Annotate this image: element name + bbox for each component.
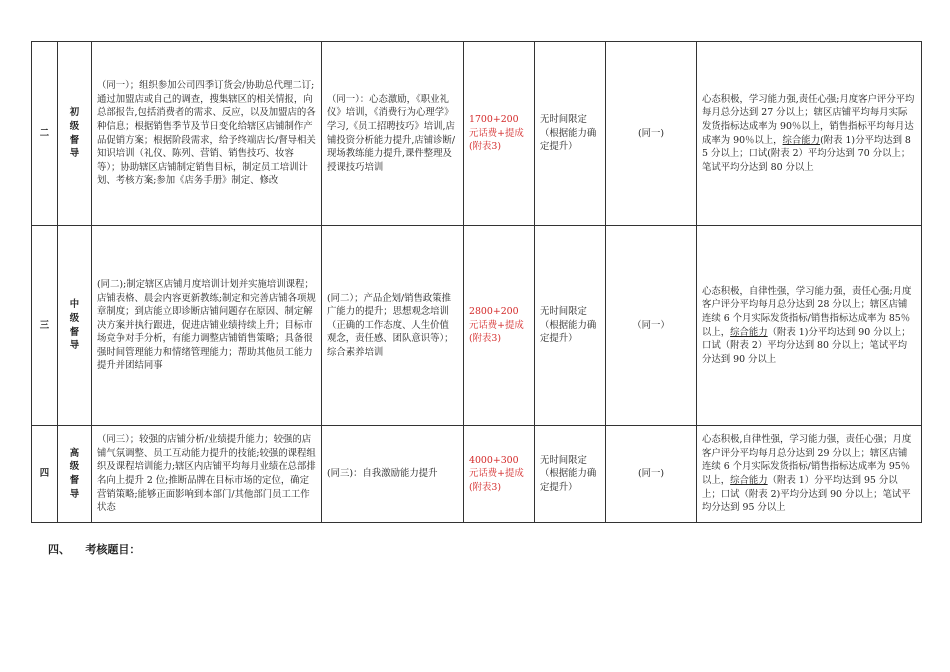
other-cell: (同一) bbox=[606, 426, 697, 523]
ability-link: 综合能力 bbox=[782, 134, 821, 146]
ability-link: 综合能力 bbox=[730, 475, 768, 486]
table-row bbox=[32, 226, 922, 426]
period-cell: 无时间限定（根据能力确定提升） bbox=[535, 42, 606, 226]
period-cell: 无时间限定（根据能力确定提升） bbox=[535, 426, 606, 523]
pay-cell: 1700+200 元话费+提成(附表3) bbox=[464, 42, 535, 226]
pay-cell: 4000+300 元话费+提成(附表3) bbox=[464, 426, 535, 523]
level-title: 初 级 督 导 bbox=[58, 42, 92, 226]
training-cell: （同一）：心态激励，《职业礼仪》培训，《消费行为心理学》学习,《员工招聘技巧》培训,店铺投资分析能力提升,店铺诊断/现场教练能力提升,课件整理及授课技巧培训 bbox=[322, 42, 464, 226]
duties-cell: （同三）；较强的店铺分析/业绩提升能力；较强的店铺气氛调整、员工互动能力提升的技能;较强的课程组织及课程培训能力;辖区内店铺平均每月业绩在总部排名向上提升 2 位;推断品牌在目标市场的定位，确定营销策略;能够正面影响到本部门/其他部门员工工作状态 bbox=[92, 426, 322, 523]
other-cell: （同一） bbox=[606, 226, 697, 426]
table-row bbox=[32, 42, 922, 226]
ability-link: 综合能力 bbox=[730, 326, 768, 338]
duties-cell: (同二);制定辖区店铺月度培训计划并实施培训课程；店铺表格、晨会内容更新教练;制定和完善店铺各项规章制度；到店能立即诊断店铺问题存在原因、制定解决方案并执行跟进，促进店铺业绩持续上升；目标市场竞争对手分析，有能力调整店铺销售策略；具备很强时间管理能力和情绪管理能力；帮助其他员工能力提升并团结同事 bbox=[92, 226, 322, 426]
supervisor-level-table bbox=[31, 41, 922, 523]
pay-cell: 2800+200 元话费+提成(附表3) bbox=[464, 226, 535, 426]
period-cell: 无时间限定（根据能力确定提升） bbox=[535, 226, 606, 426]
section-title: 考核题目： bbox=[85, 543, 141, 556]
duties-cell: （同一）；组织参加公司四季订货会/协助总代理二订;通过加盟店或自己的调查，搜集辖区的相关情报，向总部报告,包括消费者的需求、反应，以及加盟店的各种信息；根据销售季节及节日变化给辖区店铺制作产品促销方案；根据阶段需求，给予终端店长/督导相关知识培训（礼仪、陈列、营销、销售技巧、妆容等）；协助辖区店铺制定销售目标，制定员工培训计划、考核方案;参加《店务手册》制定、修改 bbox=[92, 42, 322, 226]
row-number: 四 bbox=[32, 426, 58, 523]
level-title: 高 级 督 导 bbox=[58, 426, 92, 523]
training-cell: (同三)：自我激励能力提升 bbox=[322, 426, 464, 523]
other-cell: (同一) bbox=[606, 42, 697, 226]
requirements-cell: 心态积极,自律性强，学习能力强，责任心强；月度客户评分平均每月总分达到 29 分以上；辖区店铺连续 6 个月实际发货指标/销售指标达成率为 95％以上，综合能力（附表 1）分平均达到 95 分以上；口试（附表 2)平均分达到 90 分以上；笔试平均分达到 95 分以上 bbox=[697, 426, 922, 523]
section-heading bbox=[48, 541, 140, 557]
table-row bbox=[32, 426, 922, 523]
level-title: 中 级 督 导 bbox=[58, 226, 92, 426]
training-cell: (同二）；产品企划/销售政策推广能力的提升；思想观念培训（正确的工作态度、人生价值观念，责任感、团队意识等）；综合素养培训 bbox=[322, 226, 464, 426]
section-number: 四、 bbox=[48, 543, 70, 556]
requirements-cell: 心态积极，自律性强，学习能力强，责任心强;月度客户评分平均每月总分达到 28 分以上；辖区店铺连续 6 个月实际发货指标/销售指标达成率为 85％以上，综合能力（附表 1)分平均达到 90 分以上；口试（附表 2）平均分达到 80 分以上；笔试平均分达到 90 分以上 bbox=[697, 226, 922, 426]
row-number: 二 bbox=[32, 42, 58, 226]
requirements-cell: 心态积极，学习能力强,责任心强;月度客户评分平均每月总分达到 27 分以上；辖区店铺平均每月实际发货指标达成率为 90％以上，销售指标平均每月达成率为 90％以上，综合能力(附表 1)分平均达到 85 分以上；口试(附表 2）平均分达到 70 分以上；笔试平均分达到 80 分以上 bbox=[697, 42, 922, 226]
row-number: 三 bbox=[32, 226, 58, 426]
